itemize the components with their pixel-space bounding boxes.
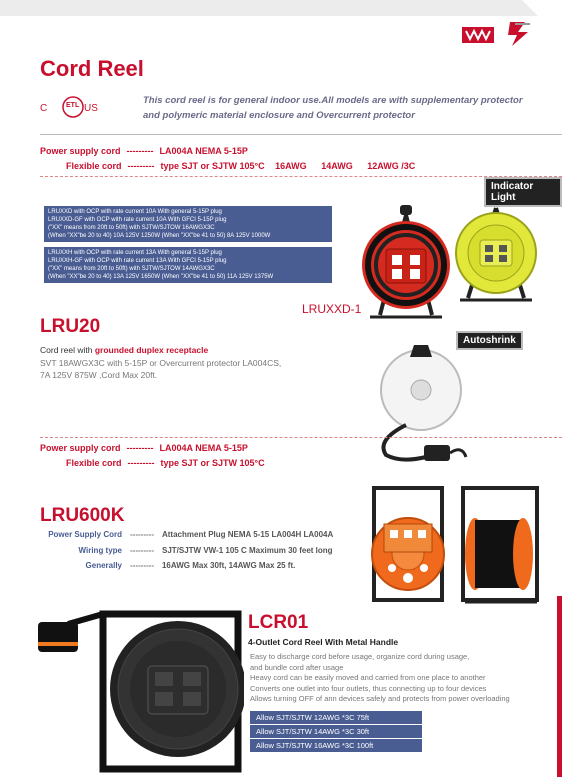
lru600k-spec-row: Generally --------- 16AWG Max 30ft, 14AWG Max 25 ft.	[85, 561, 296, 570]
lru20-spec-line-1: SVT 18AWGX3C with 5-15P or Overcurrent protector LA004CS,	[40, 358, 282, 368]
spec-box-line: LRUXXD with OCP with rate current 10A With general 5-15P plug	[48, 209, 222, 215]
spec-box-line: LRUXXD-GF with OCP with rate current 10A With GFCI 5-15P plug	[48, 217, 227, 223]
lcr01-subtitle: 4-Outlet Cord Reel With Metal Handle	[248, 637, 399, 647]
white-cord-reel-image	[366, 345, 476, 465]
flexible-cord-spec: Flexible cord --------- type SJT or SJTW 105°C 16AWG 14AWG 12AWG /3C	[66, 161, 416, 171]
model-label: LRUXXD-1	[302, 302, 362, 316]
lru20-flexible-cord-spec: Flexible cord --------- type SJT or SJTW 105°C	[66, 458, 265, 468]
lcr01-title: LCR01	[248, 612, 309, 633]
spec-box-line: LRUXXH with OCP with rate current 13A With general 5-15P plug	[48, 250, 222, 256]
feature-line: Heavy cord can be easily moved and carried from one place to another	[250, 673, 486, 682]
orange-cord-reel-front-image	[368, 484, 448, 606]
top-band	[0, 0, 562, 16]
feature-line: Converts one outlet into four outlets, thus connecting up to four devices	[250, 683, 487, 693]
page-title: Cord Reel	[40, 56, 144, 81]
lcr01-features	[250, 652, 510, 705]
lcr01-cord-reel-image	[38, 604, 244, 777]
intro-line-2: and polymeric material enclosure and Overcurrent protector	[143, 110, 415, 121]
spec-box-lruxxh	[44, 247, 332, 283]
cert-mark: C ETL US	[40, 95, 100, 121]
brand-mark-icon	[462, 27, 494, 43]
brand-logos	[460, 18, 545, 48]
spec-box-line: ("XX" means from 20ft to 50ft) with SJTW/SJTOW 14AWGX3C	[48, 266, 215, 272]
orange-cord-reel-side-image	[455, 484, 545, 606]
spec-box-lruxxd	[44, 206, 332, 242]
lru600k-spec-row: Power Supply Cord --------- Attachment Plug NEMA 5-15 LA004H LA004A	[48, 530, 334, 539]
lru600k-title: LRU600K	[40, 505, 125, 526]
spec-box-line: (When "XX"be 20 to 40) 13A 125V 1650W (When "XX"be 41 to 50) 11A 125V 1375W	[48, 274, 274, 280]
lru20-spec-line-2: 7A 125V 875W ,Cord Max 20ft.	[40, 370, 158, 380]
dashed-divider	[40, 437, 562, 438]
spec-box-line: (When "XX"be 20 to 40) 10A 125V 1250W (When "XX"be 41 to 50) 8A 125V 1000W	[48, 233, 271, 239]
lru600k-spec-row: Wiring type --------- SJT/SJTW VW-1 105 C Maximum 30 feet long	[78, 546, 333, 555]
lru20-power-supply-spec: Power supply cord --------- LA004A NEMA 5-15P	[40, 443, 248, 453]
cord-allowance-row: Allow SJT/SJTW 12AWG *3C 75ft	[250, 711, 422, 724]
autoshrink-badge: Autoshrink	[456, 331, 523, 350]
yellow-cord-reel-image	[450, 198, 542, 308]
lru20-description: Cord reel with grounded duplex receptacle	[40, 345, 209, 355]
intro-line-1: This cord reel is for general indoor use.All models are with supplementary protector	[143, 95, 523, 106]
divider	[40, 134, 562, 135]
cord-allowance-row: Allow SJT/SJTW 16AWG *3C 100ft	[250, 739, 422, 752]
feature-line: Easy to discharge cord before usage, organize cord during usage,	[250, 652, 470, 661]
spec-box-line: LRUXXH-GF with OCP with rate current 13A With GFCI 5-15P plug	[48, 258, 227, 264]
red-cord-reel-image	[360, 195, 452, 325]
indicator-light-badge: Indicator Light	[484, 177, 562, 207]
lightning-logo-icon	[508, 22, 530, 46]
lru20-title: LRU20	[40, 316, 101, 337]
feature-line: and bundle cord after usage	[250, 662, 344, 672]
cord-allowance-row: Allow SJT/SJTW 14AWG *3C 30ft	[250, 725, 422, 738]
spec-box-line: ("XX" means from 20ft to 50ft) with SJTW/SJTOW 16AWGX3C	[48, 225, 215, 231]
feature-line: Allows turning OFF of ann devices safely and protects from power overloading	[250, 694, 510, 703]
side-accent-bar	[557, 596, 562, 777]
power-supply-spec: Power supply cord --------- LA004A NEMA 5-15P	[40, 146, 248, 156]
